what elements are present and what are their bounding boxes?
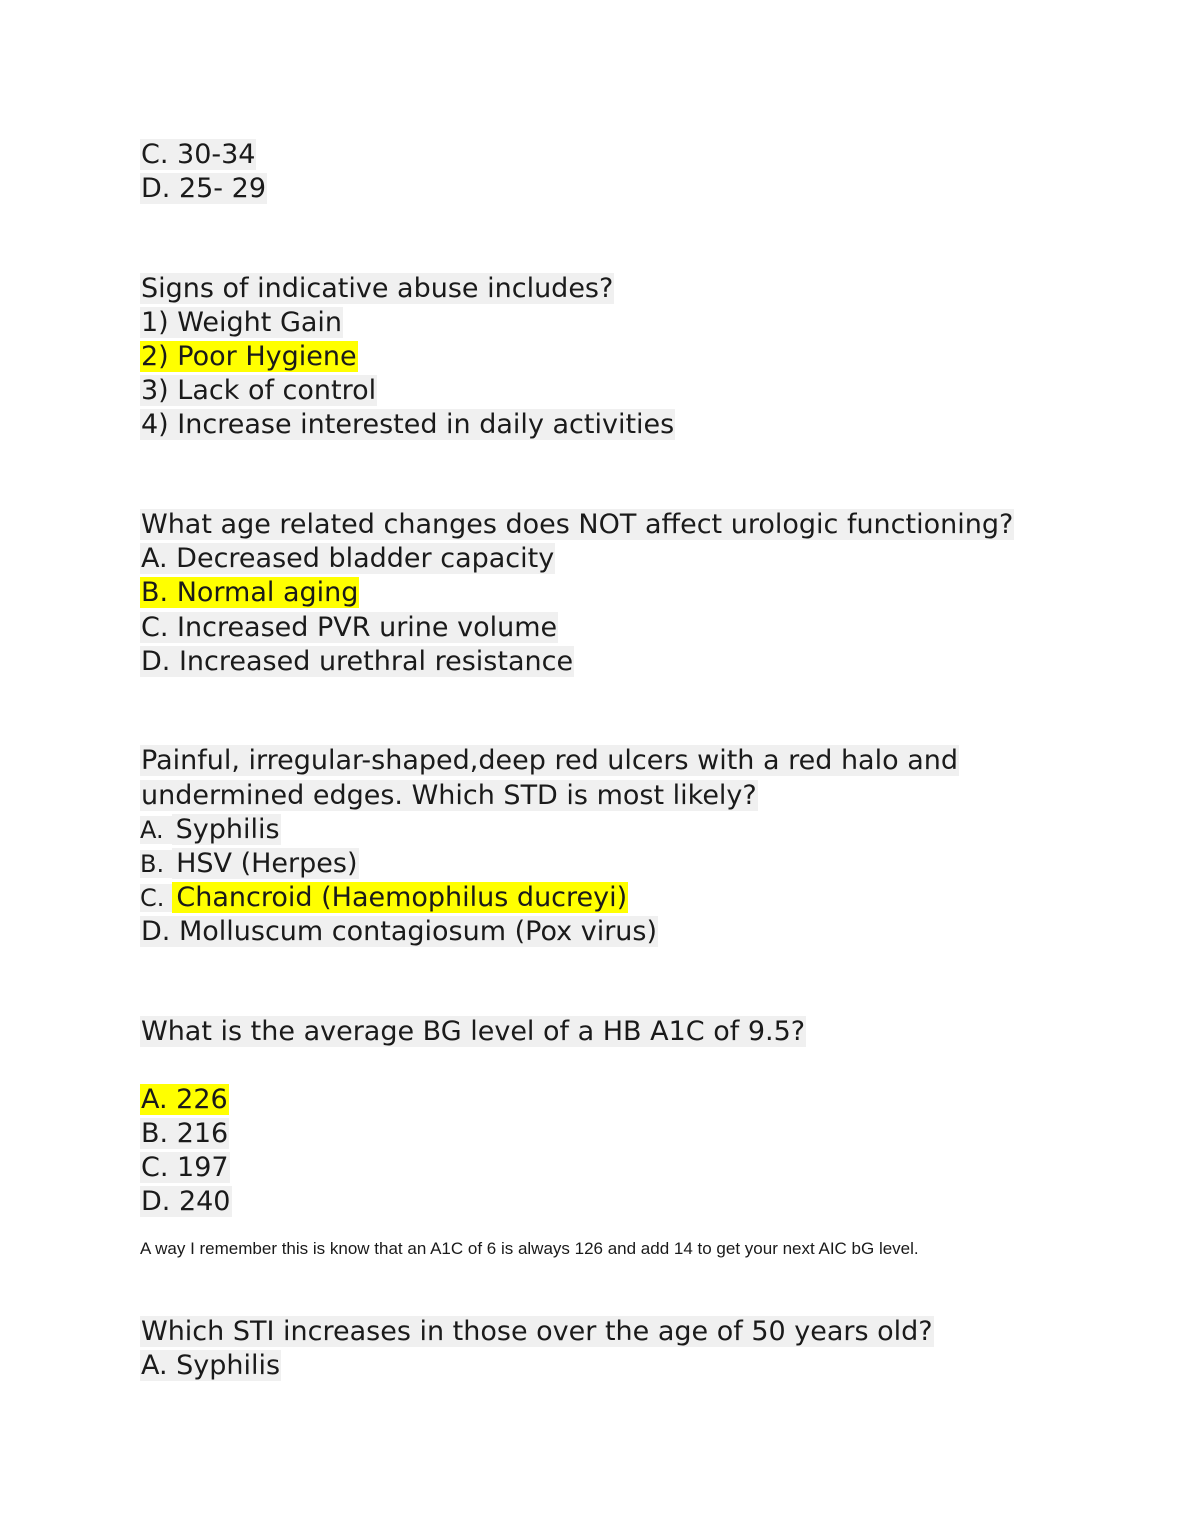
option-line [140, 172, 267, 206]
option-line [140, 847, 359, 881]
answer-highlight [140, 576, 359, 610]
option-text: D. Molluscum contagiosum (Pox virus) [141, 916, 658, 947]
study-note: A way I remember this is know that an A1C of 6 is always 126 and add 14 to get your next AIC bG level. [140, 1239, 919, 1258]
question-label: Which STI increases in those over the age of 50 years old? [141, 1316, 933, 1347]
option-line [140, 374, 377, 408]
question-label: What age related changes does NOT affect urologic functioning? [141, 509, 1014, 540]
question-text [140, 744, 959, 778]
option-prefix: C. [140, 884, 172, 912]
option-text: D. Increased urethral resistance [141, 646, 574, 677]
option-text: HSV (Herpes) [172, 848, 358, 879]
option-line [140, 1185, 232, 1219]
option-text: B. 216 [141, 1118, 229, 1149]
option-text: 2) Poor Hygiene [141, 341, 357, 372]
question-text [140, 1315, 934, 1349]
option-text: 3) Lack of control [141, 375, 377, 406]
option-text: Syphilis [172, 814, 281, 845]
option-text: C. Increased PVR urine volume [141, 612, 558, 643]
option-line [140, 1349, 281, 1383]
option-text: A. Syphilis [141, 1350, 281, 1381]
option-line [140, 645, 574, 679]
option-prefix: B. [140, 850, 172, 878]
option-line [140, 1117, 229, 1151]
option-text: 4) Increase interested in daily activities [141, 409, 675, 440]
option-text: C. 197 [141, 1152, 229, 1183]
question-text [140, 779, 758, 813]
option-text: C. 30-34 [141, 139, 256, 170]
option-line [140, 138, 256, 172]
answer-highlight [140, 340, 358, 374]
option-line [140, 915, 658, 949]
option-line [140, 306, 343, 340]
question-label: Painful, irregular-shaped,deep red ulcers with a red halo and [141, 745, 959, 776]
option-text: B. Normal aging [141, 577, 359, 608]
option-line [140, 408, 675, 442]
question-label: undermined edges. Which STD is most likely? [141, 780, 757, 811]
option-line [140, 542, 555, 576]
answer-highlight [140, 1083, 229, 1117]
option-text: 1) Weight Gain [141, 307, 343, 338]
question-label: What is the average BG level of a HB A1C of 9.5? [141, 1016, 806, 1047]
question-text [140, 272, 614, 306]
question-text [140, 1015, 806, 1049]
option-line [140, 813, 281, 847]
option-text: A. 226 [141, 1084, 228, 1115]
option-text: A. Decreased bladder capacity [141, 543, 555, 574]
option-text: D. 240 [141, 1186, 231, 1217]
option-line [140, 1151, 230, 1185]
question-label: Signs of indicative abuse includes? [141, 273, 614, 304]
option-text: Chancroid (Haemophilus ducreyi) [172, 882, 628, 913]
option-prefix: A. [140, 816, 172, 844]
option-line [140, 611, 558, 645]
option-text: D. 25- 29 [141, 173, 266, 204]
question-text [140, 508, 1014, 542]
answer-highlight [140, 881, 628, 915]
